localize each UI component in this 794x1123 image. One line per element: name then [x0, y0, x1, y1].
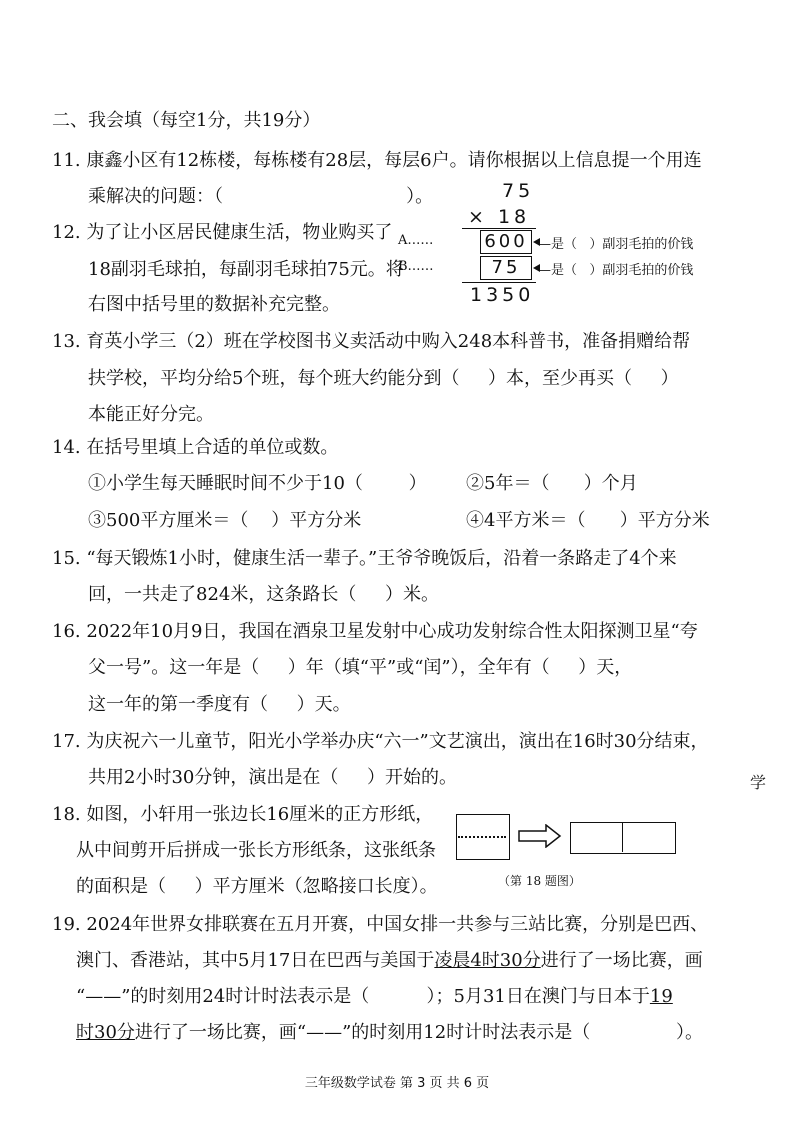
q15-line1: 15. “每天锻炼1小时，健康生活一辈子。”王爷爷晚饭后，沿着一条路走了4个来 [52, 548, 677, 569]
q12-multiplication-figure [398, 178, 738, 308]
long-strip [570, 822, 676, 854]
q19-line1: 19. 2024年世界女排联赛在五月开赛，中国女排一共参与三站比赛，分别是巴西、 [52, 914, 709, 935]
q19-line2-b: 进行了一场比赛，画 [540, 950, 703, 971]
q16-line3: 这一年的第一季度有（ ）天。 [88, 694, 351, 715]
right-arrow-icon [518, 824, 562, 848]
q12-line3: 右图中括号里的数据补充完整。 [88, 294, 340, 315]
q13-line2: 扶学校，平均分给5个班，每个班大约能分到（ ）本，至少再买（ ） [88, 368, 679, 389]
q19-line3-a: “——”的时刻用24时计时法表示是（ ）；5月31日在澳门与日本于 [76, 986, 650, 1007]
q14-line1: 14. 在括号里填上合适的单位或数。 [52, 437, 339, 458]
strip-join [622, 822, 623, 852]
q13-line3: 本能正好分完。 [88, 404, 214, 425]
rule-top [462, 228, 536, 229]
q12-line1: 12. 为了让小区居民健康生活，物业购买了 [52, 222, 393, 243]
product: 1350 [470, 284, 535, 306]
multiplier: × 18 [468, 206, 531, 228]
cut-line [458, 836, 506, 838]
q17-line1: 17. 为庆祝六一儿童节，阳光小学举办庆“六一”文艺演出，演出在16时30分结束， [52, 731, 709, 752]
margin-char: 学 [750, 773, 767, 792]
q14-item4: ④4平方米＝（ ）平方分米 [466, 510, 710, 531]
rule-bottom [462, 282, 536, 283]
q11-line2: 乘解决的问题：（ ）。 [88, 186, 434, 207]
figure-caption: （第 18 题图） [498, 874, 581, 888]
page-footer: 三年级数学试卷 第 3 页 共 6 页 [304, 1076, 490, 1091]
q18-line2: 从中间剪开后拼成一张长方形纸条，这张纸条 [76, 840, 436, 861]
row-a-note: —是（ ）副羽毛拍的价钱 [538, 237, 694, 252]
row-b-note: —是（ ）副羽毛拍的价钱 [538, 263, 694, 278]
q19-line3 [76, 982, 673, 1008]
q14-item3: ③500平方厘米＝（ ）平方分米 [88, 510, 362, 531]
q16-line1: 16. 2022年10月9日，我国在酒泉卫星发射中心成功发射综合性太阳探测卫星“夸 [52, 621, 698, 642]
q19-line4-a: 进行了一场比赛，画“——”的时刻用12时计时法表示是（ ）。 [134, 1022, 704, 1043]
q15-line2: 回，一共走了824米，这条路长（ ）米。 [88, 584, 439, 605]
q17-line2: 共用2小时30分钟，演出是在（ ）开始的。 [88, 767, 457, 788]
q19-underlined-time-2b: 时30分 [76, 1022, 135, 1043]
q19-line2 [76, 946, 703, 972]
row-a-label: A…… [398, 233, 434, 248]
q16-line2: 父一号”。这一年是（ ）年（填“平”或“闰”），全年有（ ）天， [88, 657, 633, 678]
row-a-box: 600 [480, 230, 532, 254]
q11-line1: 11. 康鑫小区有12栋楼，每栋楼有28层，每层6户。请你根据以上信息提一个用连 [52, 150, 702, 171]
section-title: 二、我会填（每空1分，共19分） [52, 110, 321, 131]
q12-line2: 18副羽毛球拍，每副羽毛球拍75元。将 [88, 259, 404, 280]
q19-underlined-time-2a: 19 [649, 986, 673, 1007]
q18-figure [456, 808, 696, 898]
q19-underlined-time-1: 凌晨4时30分 [434, 950, 541, 971]
row-b-box: 75 [480, 256, 532, 280]
multiplicand: 75 [502, 180, 535, 202]
q14-item1: ①小学生每天睡眠时间不少于10（ ） [88, 473, 427, 494]
q14-item2: ②5年＝（ ）个月 [466, 473, 638, 494]
q19-line4 [76, 1018, 703, 1044]
q19-line2-a: 澳门、香港站，其中5月17日在巴西与美国于 [76, 950, 435, 971]
q13-line1: 13. 育英小学三（2）班在学校图书义卖活动中购入248本科普书，准备捐赠给帮 [52, 331, 691, 352]
q18-line3: 的面积是（ ）平方厘米（忽略接口长度）。 [76, 876, 438, 897]
row-b-label: B…… [398, 259, 434, 274]
q18-line1: 18. 如图，小轩用一张边长16厘米的正方形纸， [52, 804, 434, 825]
